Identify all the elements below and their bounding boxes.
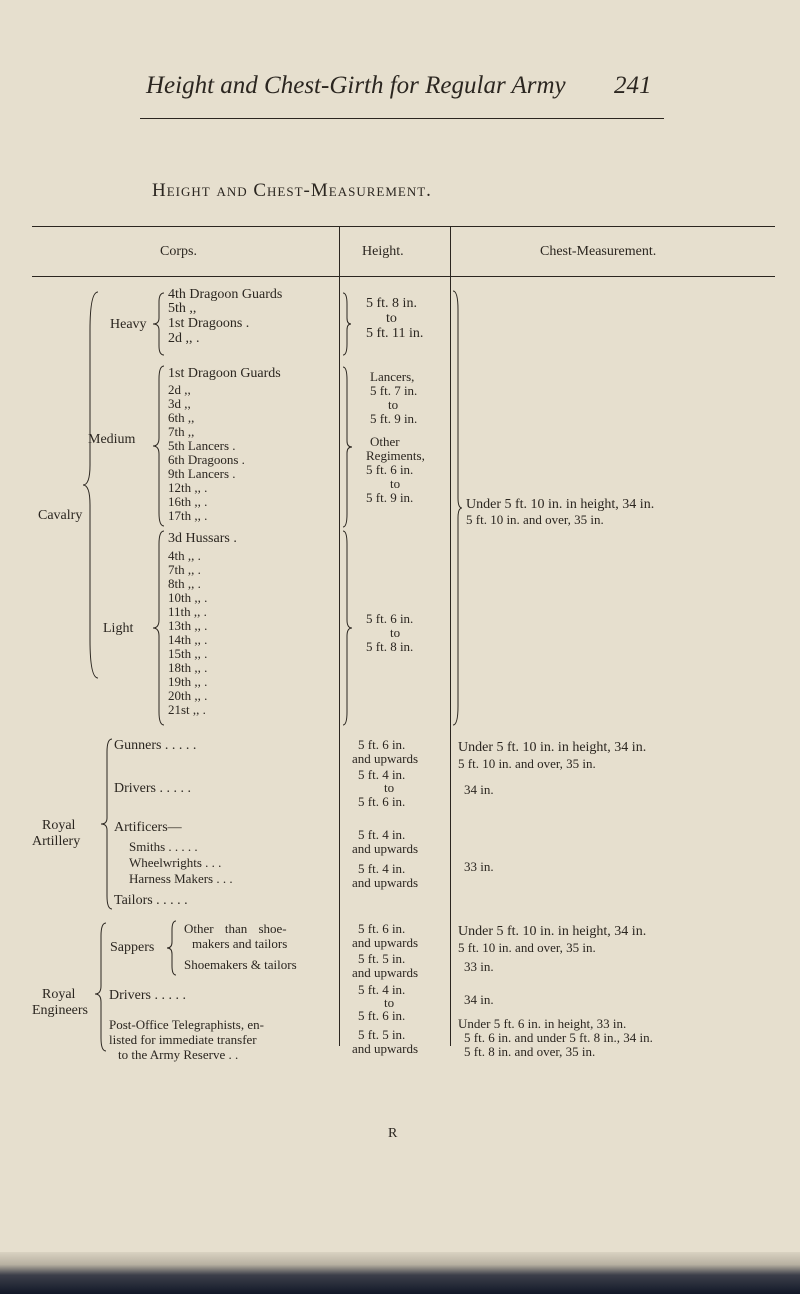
light-label: Light bbox=[103, 621, 134, 636]
medium-unit-9: 12th ,, . bbox=[168, 480, 208, 495]
heavy-unit-3: 1st Dragoons . bbox=[168, 316, 250, 331]
medium-unit-3: 3d ,, bbox=[168, 396, 191, 411]
engineers-height-8: 5 ft. 5 in. bbox=[358, 1027, 406, 1042]
artillery-chest-2: 5 ft. 10 in. and over, 35 in. bbox=[458, 756, 596, 771]
engineers-chest-6: 5 ft. 6 in. and under 5 ft. 8 in., 34 in. bbox=[464, 1030, 653, 1045]
medium-height-7: 5 ft. 6 in. bbox=[366, 462, 414, 477]
artillery-height-2: and upwards bbox=[352, 751, 419, 766]
light-unit-7: 13th ,, . bbox=[168, 618, 208, 633]
engineers-label-1: Royal bbox=[42, 987, 76, 1002]
heavy-brace bbox=[152, 292, 166, 356]
artillery-row-gunners: Gunners . . . . . bbox=[114, 738, 197, 753]
artillery-label-2: Artillery bbox=[32, 834, 81, 849]
col-divider-1 bbox=[339, 226, 340, 1046]
light-unit-2: 4th ,, . bbox=[168, 548, 201, 563]
artillery-row-smiths: Smiths . . . . . bbox=[129, 839, 198, 854]
light-unit-8: 14th ,, . bbox=[168, 632, 208, 647]
engineers-chest-2: 5 ft. 10 in. and over, 35 in. bbox=[458, 940, 596, 955]
light-unit-13: 21st ,, . bbox=[168, 702, 206, 717]
light-unit-6: 11th ,, . bbox=[168, 604, 207, 619]
cavalry-label: Cavalry bbox=[38, 508, 83, 523]
corps-header: Corps. bbox=[160, 244, 197, 259]
engineers-chest-7: 5 ft. 8 in. and over, 35 in. bbox=[464, 1044, 596, 1059]
heavy-unit-2: 5th ,, bbox=[168, 301, 197, 316]
sappers-shoemakers: Shoemakers & tailors bbox=[184, 957, 297, 972]
engineers-chest-1: Under 5 ft. 10 in. in height, 34 in. bbox=[458, 924, 647, 939]
heavy-height-3: 5 ft. 11 in. bbox=[366, 326, 424, 341]
col-divider-2 bbox=[450, 226, 451, 1046]
light-height-brace bbox=[342, 530, 354, 726]
running-title: Height and Chest-Girth for Regular Army bbox=[146, 72, 566, 99]
artillery-height-8: 5 ft. 4 in. bbox=[358, 861, 406, 876]
light-height-2: to bbox=[390, 625, 401, 640]
light-height-3: 5 ft. 8 in. bbox=[366, 639, 414, 654]
engineers-chest-5: Under 5 ft. 6 in. in height, 33 in. bbox=[458, 1016, 627, 1031]
light-unit-1: 3d Hussars . bbox=[168, 531, 237, 546]
medium-unit-11: 17th ,, . bbox=[168, 508, 208, 523]
page-number: 241 bbox=[614, 72, 652, 99]
artillery-chest-4: 33 in. bbox=[464, 859, 494, 874]
heavy-height-1: 5 ft. 8 in. bbox=[366, 296, 417, 311]
medium-height-9: 5 ft. 9 in. bbox=[366, 490, 414, 505]
engineers-height-6: to bbox=[384, 995, 395, 1010]
cavalry-chest-brace bbox=[452, 290, 464, 726]
header-rule bbox=[140, 118, 664, 119]
engineers-label-2: Engineers bbox=[32, 1003, 88, 1018]
medium-height-8: to bbox=[390, 476, 401, 491]
medium-unit-4: 6th ,, bbox=[168, 410, 195, 425]
scan-edge bbox=[0, 1252, 800, 1294]
heavy-height-2: to bbox=[386, 311, 397, 326]
sappers-brace bbox=[166, 920, 178, 976]
light-unit-12: 20th ,, . bbox=[168, 688, 208, 703]
artillery-row-wheelwrights: Wheelwrights . . . bbox=[129, 855, 222, 870]
medium-unit-1: 1st Dragoon Guards bbox=[168, 366, 281, 381]
light-brace bbox=[152, 530, 166, 726]
engineers-height-2: and upwards bbox=[352, 935, 419, 950]
artillery-row-harness: Harness Makers . . . bbox=[129, 871, 233, 886]
medium-unit-10: 16th ,, . bbox=[168, 494, 208, 509]
table-top-rule bbox=[32, 226, 775, 227]
heavy-unit-4: 2d ,, . bbox=[168, 331, 200, 346]
artillery-row-drivers: Drivers . . . . . bbox=[114, 781, 191, 796]
artillery-height-3: 5 ft. 4 in. bbox=[358, 767, 406, 782]
engineers-height-3: 5 ft. 5 in. bbox=[358, 951, 406, 966]
engineers-height-4: and upwards bbox=[352, 965, 419, 980]
artillery-row-artificers: Artificers— bbox=[114, 820, 182, 835]
medium-brace bbox=[152, 365, 166, 527]
medium-unit-6: 5th Lancers . bbox=[168, 438, 236, 453]
engineers-height-7: 5 ft. 6 in. bbox=[358, 1008, 406, 1023]
light-unit-5: 10th ,, . bbox=[168, 590, 208, 605]
light-unit-4: 8th ,, . bbox=[168, 576, 201, 591]
chest-header: Chest-Measurement. bbox=[540, 244, 657, 259]
engineers-drivers: Drivers . . . . . bbox=[109, 988, 186, 1003]
artillery-chest-1: Under 5 ft. 10 in. in height, 34 in. bbox=[458, 740, 647, 755]
table-title: Height and Chest-Measurement. bbox=[152, 180, 432, 201]
medium-height-6: Regiments, bbox=[366, 448, 425, 463]
cavalry-chest-2: 5 ft. 10 in. and over, 35 in. bbox=[466, 512, 604, 527]
heavy-height-brace bbox=[342, 292, 352, 356]
artillery-height-1: 5 ft. 6 in. bbox=[358, 737, 406, 752]
light-unit-11: 19th ,, . bbox=[168, 674, 208, 689]
light-unit-9: 15th ,, . bbox=[168, 646, 208, 661]
medium-height-5: Other bbox=[370, 434, 400, 449]
post-office-3: to the Army Reserve . . bbox=[118, 1047, 239, 1062]
cavalry-chest-1: Under 5 ft. 10 in. in height, 34 in. bbox=[466, 497, 655, 512]
engineers-chest-4: 34 in. bbox=[464, 992, 494, 1007]
artillery-label-1: Royal bbox=[42, 818, 76, 833]
light-height-1: 5 ft. 6 in. bbox=[366, 611, 414, 626]
artillery-brace bbox=[100, 738, 114, 910]
heavy-unit-1: 4th Dragoon Guards bbox=[168, 287, 283, 302]
medium-height-2: 5 ft. 7 in. bbox=[370, 383, 418, 398]
heavy-label: Heavy bbox=[110, 317, 147, 332]
sappers-other-2: makers and tailors bbox=[192, 936, 288, 951]
artillery-height-7: and upwards bbox=[352, 841, 419, 856]
medium-label: Medium bbox=[88, 432, 136, 447]
post-office-1: Post-Office Telegraphists, en- bbox=[109, 1017, 264, 1032]
post-office-2: listed for immediate transfer bbox=[109, 1032, 257, 1047]
sappers-other-1: Other than shoe- bbox=[184, 921, 287, 936]
engineers-chest-3: 33 in. bbox=[464, 959, 494, 974]
sappers-label: Sappers bbox=[110, 940, 155, 955]
artillery-height-4: to bbox=[384, 780, 395, 795]
medium-unit-7: 6th Dragoons . bbox=[168, 452, 245, 467]
light-unit-3: 7th ,, . bbox=[168, 562, 201, 577]
light-unit-10: 18th ,, . bbox=[168, 660, 208, 675]
medium-unit-5: 7th ,, bbox=[168, 424, 195, 439]
height-header: Height. bbox=[362, 244, 404, 259]
medium-height-3: to bbox=[388, 397, 399, 412]
artillery-height-6: 5 ft. 4 in. bbox=[358, 827, 406, 842]
medium-height-brace bbox=[342, 366, 354, 528]
artillery-chest-3: 34 in. bbox=[464, 782, 494, 797]
medium-unit-2: 2d ,, bbox=[168, 382, 191, 397]
medium-height-4: 5 ft. 9 in. bbox=[370, 411, 418, 426]
cavalry-brace bbox=[82, 290, 102, 680]
medium-unit-8: 9th Lancers . bbox=[168, 466, 236, 481]
engineers-height-5: 5 ft. 4 in. bbox=[358, 982, 406, 997]
engineers-height-9: and upwards bbox=[352, 1041, 419, 1056]
artillery-height-5: 5 ft. 6 in. bbox=[358, 794, 406, 809]
artillery-height-9: and upwards bbox=[352, 875, 419, 890]
signature-mark: R bbox=[388, 1126, 398, 1141]
medium-height-1: Lancers, bbox=[370, 369, 415, 384]
engineers-brace bbox=[94, 922, 108, 1052]
engineers-height-1: 5 ft. 6 in. bbox=[358, 921, 406, 936]
artillery-row-tailors: Tailors . . . . . bbox=[114, 893, 188, 908]
header-bottom-rule bbox=[32, 276, 775, 277]
